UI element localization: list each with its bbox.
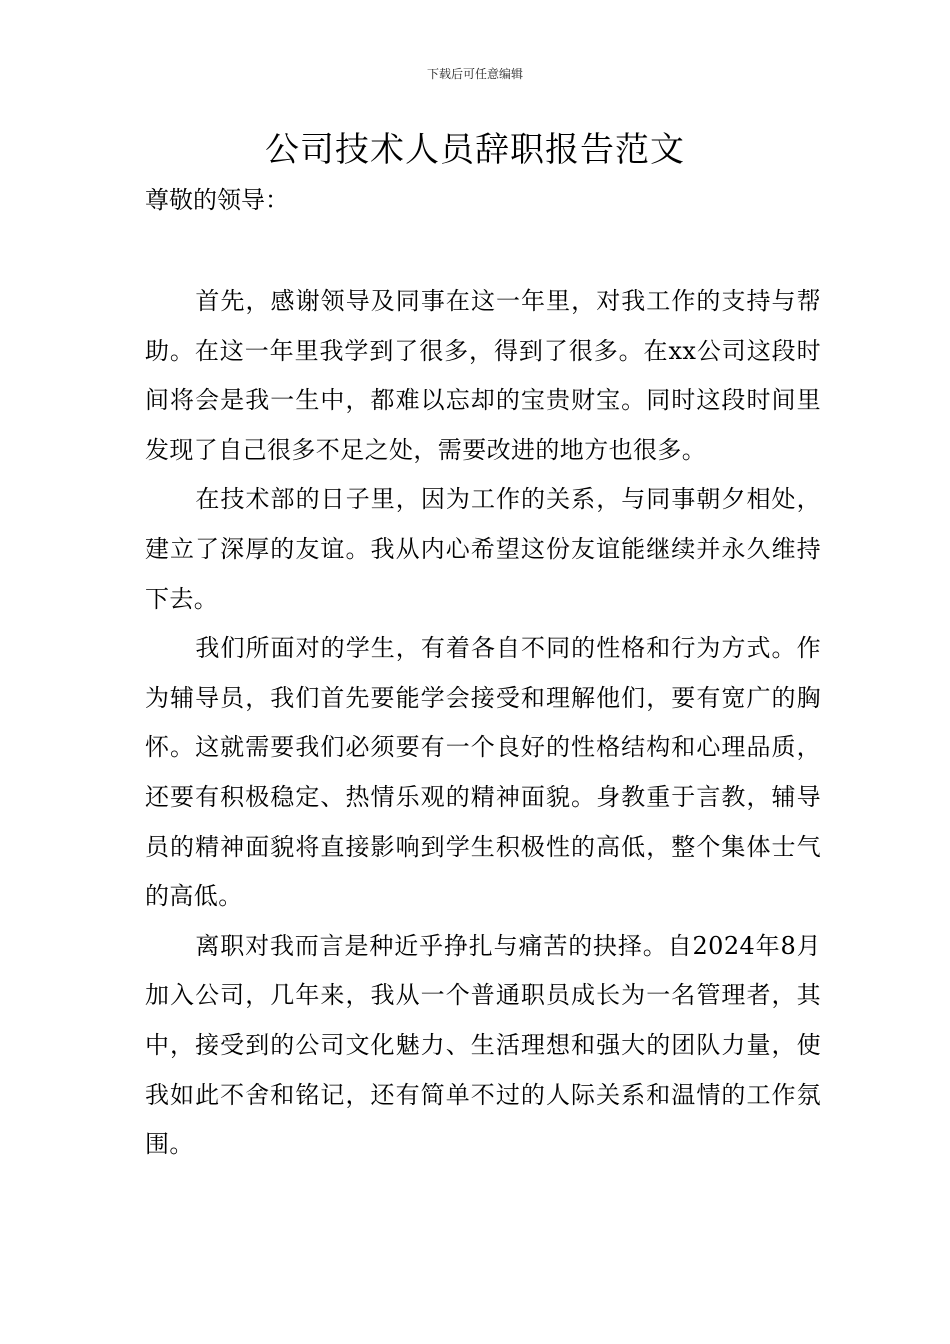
salutation: 尊敬的领导： xyxy=(145,186,289,214)
paragraph-friendship: 在技术部的日子里，因为工作的关系，与同事朝夕相处，建立了深厚的友谊。我从内心希望这份友谊能继续并永久维持下去。 xyxy=(145,485,821,613)
paragraph-counselor: 我们所面对的学生，有着各自不同的性格和行为方式。作为辅导员，我们首先要能学会接受和理解他们，要有宽广的胸怀。这就需要我们必须要有一个良好的性格结构和心理品质，还要有积极稳定、热情乐观的精神面貌。身教重于言教，辅导员的精神面貌将直接影响到学生积极性的高低，整个集体士气的高低。 xyxy=(145,634,821,911)
header-note: 下载后可任意编辑 xyxy=(426,67,523,81)
letter-body xyxy=(145,277,821,1170)
paragraph-resignation: 离职对我而言是种近乎挣扎与痛苦的抉择。自2024年8月加入公司，几年来，我从一个普通职员成长为一名管理者，其中，接受到的公司文化魅力、生活理想和强大的团队力量，使我如此不舍和铭记，还有简单不过的人际关系和温情的工作氛围。 xyxy=(145,931,821,1159)
paragraph-thanks: 首先，感谢领导及同事在这一年里，对我工作的支持与帮助。在这一年里我学到了很多，得到了很多。在xx公司这段时间将会是我一生中，都难以忘却的宝贵财宝。同时这段时间里发现了自己很多不足之处，需要改进的地方也很多。 xyxy=(145,287,821,464)
document-title: 公司技术人员辞职报告范文 xyxy=(265,130,685,170)
